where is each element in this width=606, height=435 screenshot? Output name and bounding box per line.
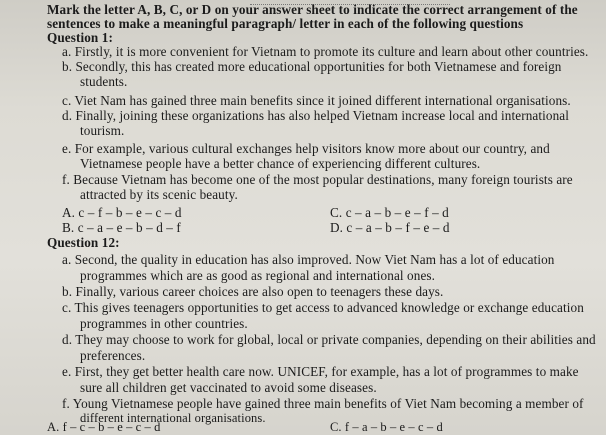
q1-option-b[interactable]: B. c – a – e – b – d – f [62, 220, 181, 235]
q12-sentence-b: b. Finally, various career choices are also open to teenagers these days. [62, 284, 444, 299]
q1-option-c[interactable]: C. c – a – b – e – f – d [330, 205, 449, 220]
q1-sentence-c: c. Viet Nam has gained three main benefits since it joined different international organisations. [62, 93, 571, 108]
q1-sentence-d-cont: tourism. [80, 123, 125, 138]
q12-option-c[interactable]: C. f – a – b – e – c – d [330, 420, 443, 434]
question-1-title: Question 1: [47, 30, 113, 45]
q1-sentence-b: b. Secondly, this has created more educational opportunities for both Vietnamese and foreign [62, 59, 562, 74]
q1-sentence-a: a. Firstly, it is more convenient for Vietnam to promote its culture and learn about other countries. [62, 44, 589, 59]
instruction-line-1: Mark the letter A, B, C, or D on your answer sheet to indicate the correct arrangement of the [47, 2, 578, 17]
q12-option-a[interactable]: A. f – c – b – e – c – d [47, 420, 161, 434]
q12-sentence-a: a. Second, the quality in education has also improved. Now Viet Nam has a lot of education [62, 252, 555, 267]
q12-sentence-e-cont: sure all children get vaccinated to avoid some diseases. [80, 380, 377, 395]
q12-sentence-a-cont: programmes which are as good as regional and international ones. [80, 268, 436, 283]
q12-sentence-f: f. Young Vietnamese people have gained three main benefits of Viet Nam becoming a member of [62, 396, 584, 411]
q1-sentence-e-cont: Vietnamese people have a better chance of experiencing different cultures. [80, 156, 481, 171]
question-12-title: Question 12: [47, 235, 120, 250]
q12-sentence-d-cont: preferences. [80, 348, 146, 363]
q12-sentence-e: e. First, they get better health care now. UNICEF, for example, has a lot of programmes to make [62, 364, 579, 379]
q1-sentence-e: e. For example, various cultural exchanges help visitors know more about our country, and [62, 141, 550, 156]
q12-sentence-d: d. They may choose to work for global, local or private companies, depending on their abilities and [62, 332, 596, 347]
q1-option-a[interactable]: A. c – f – b – e – c – d [62, 205, 182, 220]
q1-option-d[interactable]: D. c – a – b – f – e – d [330, 220, 450, 235]
instruction-line-2: sentences to make a meaningful paragraph/ letter in each of the following questions [47, 16, 524, 31]
q12-sentence-c-cont: programmes in other countries. [80, 316, 248, 331]
q1-sentence-f: f. Because Vietnam has become one of the most popular destinations, many foreign tourists are [62, 172, 573, 187]
q12-sentence-f-cont: different international organisations. [80, 411, 266, 425]
q12-sentence-c: c. This gives teenagers opportunities to get access to advanced knowledge or exchange education [62, 300, 584, 315]
q1-sentence-f-cont: attracted by its scenic beauty. [80, 187, 238, 202]
q1-sentence-b-cont: students. [80, 74, 128, 89]
q1-sentence-d: d. Finally, joining these organizations has also helped Vietnam increase local and international [62, 108, 569, 123]
